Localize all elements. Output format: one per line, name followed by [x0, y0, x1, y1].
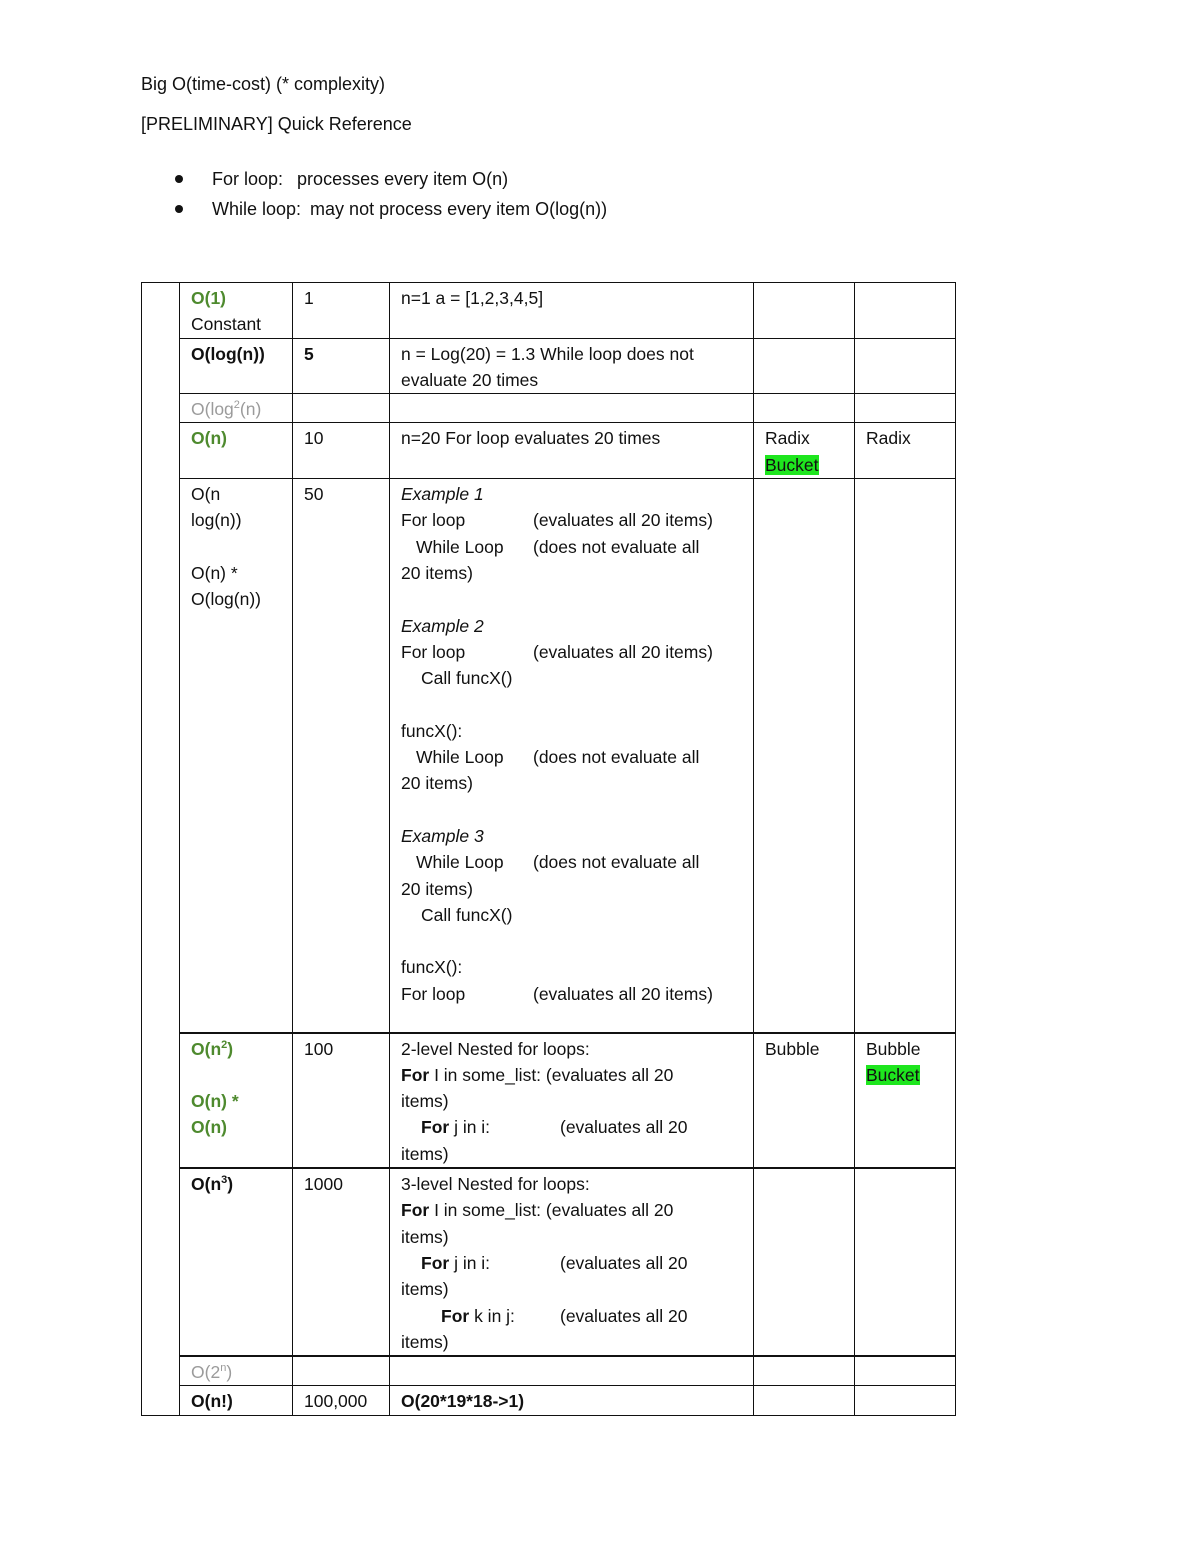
description-cell: 3-level Nested for loops: For I in some_list: (evaluates all 20 items) For j in i: (evaluates all 20 items) For k in j: (evaluates all 20 items) [390, 1168, 754, 1356]
table-row [142, 479, 956, 1033]
sort-cell [855, 338, 956, 394]
sort-cell: Bubble [754, 1033, 855, 1168]
sort-cell [855, 394, 956, 423]
sort-cell [855, 1356, 956, 1386]
table-row [142, 1033, 956, 1168]
value-cell: 50 [293, 479, 390, 1033]
sort-cell [754, 394, 855, 423]
sort-cell [754, 479, 855, 1033]
sort-cell: Radix [855, 423, 956, 479]
description-cell: Example 1 For loop (evaluates all 20 items) While Loop (does not evaluate all 20 items) Example 2 For loop (evaluates all 20 items) Call funcX() funcX(): While Loop (does not evaluate all 20 items) Example 3 While Loop (does not evaluate all 20 items) Call funcX() funcX(): For loop (evaluates all 20 items) [390, 479, 754, 1033]
sort-cell [754, 283, 855, 339]
sort-cell [855, 283, 956, 339]
value-cell: 100,000 [293, 1386, 390, 1415]
complexity-cell: O(n!) [180, 1386, 293, 1415]
bullet-text: processes every item O(n) [297, 169, 509, 189]
table-row [142, 338, 956, 394]
complexity-cell: $O(n^2)$ O(n) * O(n) [180, 1033, 293, 1168]
bullet-text: may not process every item O(log(n)) [310, 199, 608, 219]
description-cell: n = Log(20) = 1.3 While loop does not evaluate 20 times [390, 338, 754, 394]
sort-cell [855, 479, 956, 1033]
complexity-cell: O(2$^n$) [180, 1356, 293, 1386]
margin-column [142, 283, 180, 1416]
table-row [142, 1168, 956, 1356]
complexity-cell: $O(n^3)$ [180, 1168, 293, 1356]
bullet-icon [175, 175, 183, 183]
sort-cell [754, 338, 855, 394]
description-cell [390, 394, 754, 423]
sort-cell: Bubble Bucket [855, 1033, 956, 1168]
highlight-bucket: Bucket [765, 454, 819, 475]
description-cell: n=20 For loop evaluates 20 times [390, 423, 754, 479]
sort-cell [754, 1356, 855, 1386]
complexity-table [141, 282, 956, 1416]
description-cell: n=1 a = [1,2,3,4,5] [390, 283, 754, 339]
complexity-cell: O(log(n)) [180, 338, 293, 394]
table-row [142, 394, 956, 423]
sort-cell [855, 1386, 956, 1415]
list-item [170, 196, 607, 226]
page-title: Big O(time-cost) (* complexity) [141, 74, 386, 94]
bullet-label: For loop: [212, 169, 284, 189]
sort-cell: Radix Bucket [754, 423, 855, 479]
description-cell: 2-level Nested for loops: For I in some_list: (evaluates all 20 items) For j in i: (evaluates all 20 items) [390, 1033, 754, 1168]
highlight-bucket: Bucket [866, 1064, 920, 1085]
complexity-cell: O(n) [180, 423, 293, 479]
table-row [142, 283, 956, 339]
value-cell: 10 [293, 423, 390, 479]
value-cell: 100 [293, 1033, 390, 1168]
value-cell: 1000 [293, 1168, 390, 1356]
sort-cell [754, 1386, 855, 1415]
complexity-cell: O(n log(n)) O(n) * O(log(n)) [180, 479, 293, 1033]
description-cell [390, 1356, 754, 1386]
list-item [170, 166, 607, 196]
value-cell [293, 1356, 390, 1386]
bullet-list [170, 166, 607, 226]
table-row [142, 1386, 956, 1415]
value-cell: 1 [293, 283, 390, 339]
complexity-cell: $O(\log^2(n)$ [180, 394, 293, 423]
sort-cell [754, 1168, 855, 1356]
value-cell: 5 [293, 338, 390, 394]
table-row [142, 1356, 956, 1386]
sort-cell [855, 1168, 956, 1356]
page-subtitle: [PRELIMINARY] Quick Reference [141, 114, 412, 134]
complexity-cell: O(1) Constant [180, 283, 293, 339]
value-cell [293, 394, 390, 423]
table-row [142, 423, 956, 479]
bullet-label: While loop: [212, 199, 302, 219]
description-cell: O(20*19*18->1) [390, 1386, 754, 1415]
bullet-icon [175, 205, 183, 213]
